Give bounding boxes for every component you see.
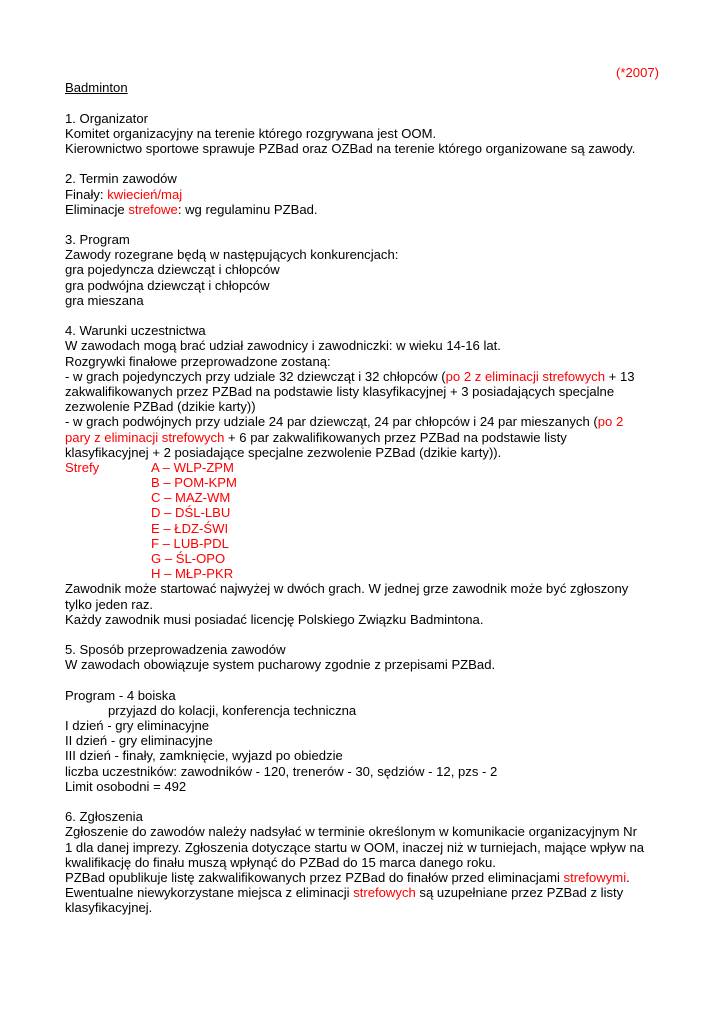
finals-prefix: Finały: bbox=[65, 186, 108, 202]
zone-row bbox=[65, 566, 665, 581]
zone-item: H – MŁP-PKR bbox=[151, 566, 234, 582]
s6-l5-end: są uzupełniane przez PZBad z listy bbox=[415, 885, 624, 901]
zone-item: C – MAZ-WM bbox=[151, 490, 231, 506]
section-4-line-1: W zawodach mogą brać udział zawodnicy i zawodniczki: w wieku 14-16 lat. bbox=[65, 338, 501, 354]
section-6-line-2: 1 dla danej imprezy. Zgłoszenia dotyczące startu w OOM, inaczej niż w turniejach, mające wpływ na bbox=[65, 839, 645, 855]
zone-row bbox=[65, 536, 665, 551]
program-item-arrival: przyjazd do kolacji, konferencja techniczna bbox=[108, 702, 357, 718]
doubles-line-2 bbox=[65, 430, 665, 445]
program-item-day-3: III dzień - finały, zamknięcie, wyjazd po obiedzie bbox=[65, 748, 343, 764]
section-6-line-4 bbox=[65, 870, 665, 885]
finals-date: kwiecień/maj bbox=[107, 186, 183, 202]
zone-item: D – DŚL-LBU bbox=[151, 505, 231, 521]
zone-row bbox=[65, 490, 665, 505]
section-5-heading: 5. Sposób przeprowadzenia zawodów bbox=[65, 642, 286, 658]
section-6-line-1: Zgłoszenie do zawodów należy nadsyłać w terminie określonym w komunikacie organizacyjnym Nr bbox=[65, 824, 638, 840]
section-6-line-3: kwalifikację do finału muszą wpłynąć do PZBad do 15 marca danego roku. bbox=[65, 854, 496, 870]
zone-item: F – LUB-PDL bbox=[151, 535, 229, 551]
program-line: Program - 4 boiska bbox=[65, 687, 176, 703]
elim-red: strefowe bbox=[128, 201, 178, 217]
zone-item: A – WLP-ZPM bbox=[151, 459, 234, 475]
section-3-line-3: gra podwójna dziewcząt i chłopców bbox=[65, 277, 270, 293]
s6-l4-red: strefowymi bbox=[563, 869, 627, 885]
singles-text-end: + 13 bbox=[605, 368, 635, 384]
section-4-line-2: Rozgrywki finałowe przeprowadzone zostaną: bbox=[65, 353, 331, 369]
elim-suffix: : wg regulaminu PZBad. bbox=[177, 201, 318, 217]
section-3-line-4: gra mieszana bbox=[65, 292, 144, 308]
doubles-line-1 bbox=[65, 414, 665, 429]
zone-item: G – ŚL-OPO bbox=[151, 551, 226, 566]
section-2-heading: 2. Termin zawodów bbox=[65, 171, 177, 187]
zone-row bbox=[65, 460, 665, 475]
section-1-line-2: Kierownictwo sportowe sprawuje PZBad oraz OZBad na terenie którego organizowane są zawody. bbox=[65, 140, 636, 156]
section-4-line-5: Każdy zawodnik musi posiadać licencję Polskiego Związku Badmintona. bbox=[65, 611, 484, 627]
zone-row bbox=[65, 475, 665, 490]
elimination-date-line bbox=[65, 202, 665, 217]
section-4-heading: 4. Warunki uczestnictwa bbox=[65, 323, 206, 339]
singles-line-1 bbox=[65, 369, 665, 384]
section-3-heading: 3. Program bbox=[65, 232, 130, 248]
section-6-line-6: klasyfikacyjnej. bbox=[65, 900, 153, 916]
document-body bbox=[65, 65, 665, 916]
section-4-line-4: tylko jeden raz. bbox=[65, 596, 154, 612]
doubles-text-end: + 6 par zakwalifikowanych przez PZBad na podstawie listy bbox=[224, 429, 567, 445]
elim-prefix: Eliminacje bbox=[65, 201, 129, 217]
document-title: Badminton bbox=[65, 80, 128, 96]
program-item-day-1: I dzień - gry eliminacyjne bbox=[65, 718, 210, 734]
doubles-line-3: klasyfikacyjnej + 2 posiadające specjalne zezwolenie PZBad (dzikie karty)). bbox=[65, 444, 502, 460]
singles-text: - w grach pojedynczych przy udziale 32 dziewcząt i 32 chłopców ( bbox=[65, 368, 446, 384]
section-6-line-5 bbox=[65, 885, 665, 900]
zone-row bbox=[65, 505, 665, 520]
zone-row bbox=[65, 521, 665, 536]
singles-line-2: zakwalifikowanych przez PZBad na podstawie listy klasyfikacyjnej + 3 posiadających specjalne bbox=[65, 383, 615, 399]
section-1-line-1: Komitet organizacyjny na terenie którego rozgrywana jest OOM. bbox=[65, 125, 437, 141]
finals-date-line bbox=[65, 187, 665, 202]
section-6-heading: 6. Zgłoszenia bbox=[65, 809, 143, 825]
zones-label: Strefy bbox=[65, 459, 100, 475]
singles-red: po 2 z eliminacji strefowych bbox=[445, 368, 606, 384]
doubles-red-1: po 2 bbox=[597, 414, 624, 430]
section-1-heading: 1. Organizator bbox=[65, 110, 148, 126]
section-5-line-1: W zawodach obowiązuje system pucharowy zgodnie z przepisami PZBad. bbox=[65, 657, 496, 673]
doubles-red-2: pary z eliminacji strefowych bbox=[65, 429, 225, 445]
zone-item: E – ŁDZ-ŚWI bbox=[151, 520, 229, 536]
section-4-line-3: Zawodnik może startować najwyżej w dwóch grach. W jednej grze zawodnik może być zgłoszony bbox=[65, 581, 629, 597]
year-note: (*2007) bbox=[616, 65, 659, 80]
program-item-day-2: II dzień - gry eliminacyjne bbox=[65, 733, 213, 749]
s6-l4-text: PZBad opublikuje listę zakwalifikowanych przez PZBad do finałów przed eliminacjami bbox=[65, 869, 564, 885]
s6-l5-text: Ewentualne niewykorzystane miejsca z eliminacji bbox=[65, 885, 354, 901]
doubles-text: - w grach podwójnych przy udziale 24 par dziewcząt, 24 par chłopców i 24 par mieszanych ( bbox=[65, 414, 598, 430]
s6-l4-end: . bbox=[626, 869, 630, 885]
section-3-line-1: Zawody rozegrane będą w następujących konkurencjach: bbox=[65, 247, 399, 263]
zone-row bbox=[65, 551, 665, 566]
s6-l5-red: strefowych bbox=[353, 885, 416, 901]
participants-count: liczba uczestników: zawodników - 120, trenerów - 30, sędziów - 12, pzs - 2 bbox=[65, 763, 498, 779]
section-3-line-2: gra pojedyncza dziewcząt i chłopców bbox=[65, 262, 280, 278]
zone-item: B – POM-KPM bbox=[151, 475, 237, 491]
singles-line-3: zezwolenie PZBad (dzikie karty)) bbox=[65, 399, 256, 415]
person-days-limit: Limit osobodni = 492 bbox=[65, 778, 187, 794]
